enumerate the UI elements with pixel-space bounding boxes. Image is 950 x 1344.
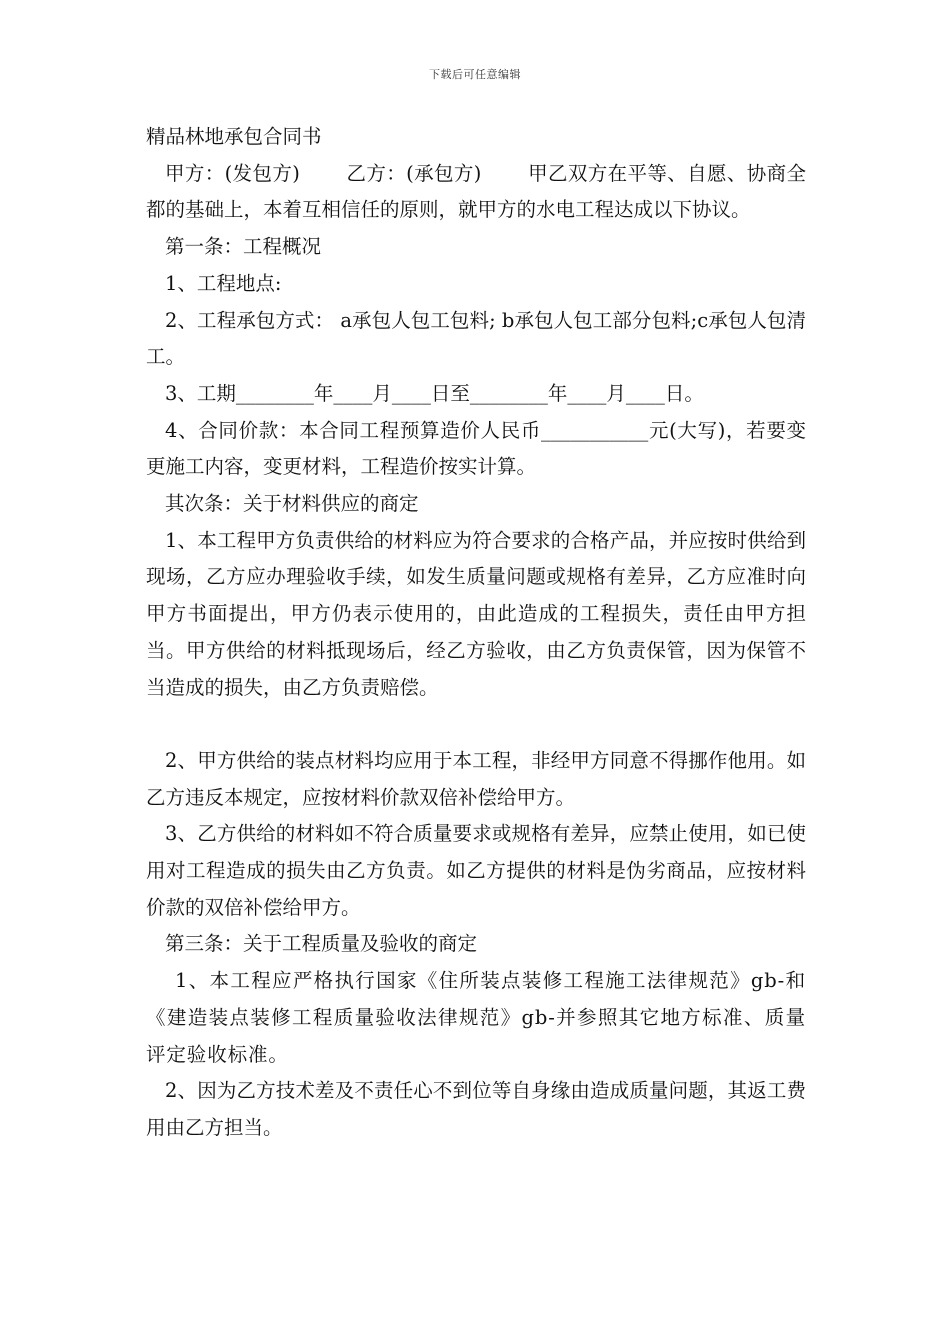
clause-quality-2: 2、因为乙方技术差及不责任心不到位等自身缘由造成质量问题，其返工费用由乙方担当。 bbox=[146, 1079, 806, 1139]
clause-duration: 3、工期________年____月____日至________年____月____日。 bbox=[165, 381, 704, 405]
clause-price: 4、合同价款：本合同工程预算造价人民币___________元(大写)，若要变更施工内容，变更材料，工程造价按实计算。 bbox=[146, 418, 806, 479]
document-body bbox=[146, 119, 806, 1147]
clause-material-supply-3: 3、乙方供给的材料如不符合质量要求或规格有差异，应禁止使用，如已使用对工程造成的损失由乙方负责。如乙方提供的材料是伪劣商品，应按材料价款的双倍补偿给甲方。 bbox=[146, 822, 806, 919]
header-note: 下载后可任意编辑 bbox=[429, 68, 521, 81]
clause-location: 1、工程地点: bbox=[165, 271, 282, 295]
paragraph-parties: 甲方：(发包方) 乙方：(承包方) 甲乙双方在平等、自愿、协商全都的基础上，本着互相信任的原则，就甲方的水电工程达成以下协议。 bbox=[146, 161, 806, 222]
clause-quality-1: 1、本工程应严格执行国家《住所装点装修工程施工法律规范》gb-和《建造装点装修工程质量验收法律规范》gb-并参照其它地方标准、质量评定验收标准。 bbox=[146, 969, 806, 1066]
section-heading-1: 第一条：工程概况 bbox=[165, 235, 322, 259]
clause-material-supply-2: 2、甲方供给的装点材料均应用于本工程，非经甲方同意不得挪作他用。如乙方违反本规定，应按材料价款双倍补偿给甲方。 bbox=[146, 748, 806, 809]
section-heading-3: 第三条：关于工程质量及验收的商定 bbox=[165, 932, 478, 956]
section-heading-2: 其次条：关于材料供应的商定 bbox=[165, 492, 419, 516]
clause-contract-method: 2、工程承包方式： a承包人包工包料; b承包人包工部分包料;c承包人包清工。 bbox=[146, 308, 806, 369]
document-title: 精品林地承包合同书 bbox=[146, 125, 322, 148]
clause-material-supply-1: 1、本工程甲方负责供给的材料应为符合要求的合格产品，并应按时供给到现场，乙方应办理验收手续，如发生质量问题或规格有差异，乙方应准时向甲方书面提出，甲方仍表示使用的，由此造成的工程损失，责任由甲方担当。甲方供给的材料抵现场后，经乙方验收，由乙方负责保管，因为保管不当造成的损失，由乙方负责赔偿。 bbox=[146, 528, 806, 699]
